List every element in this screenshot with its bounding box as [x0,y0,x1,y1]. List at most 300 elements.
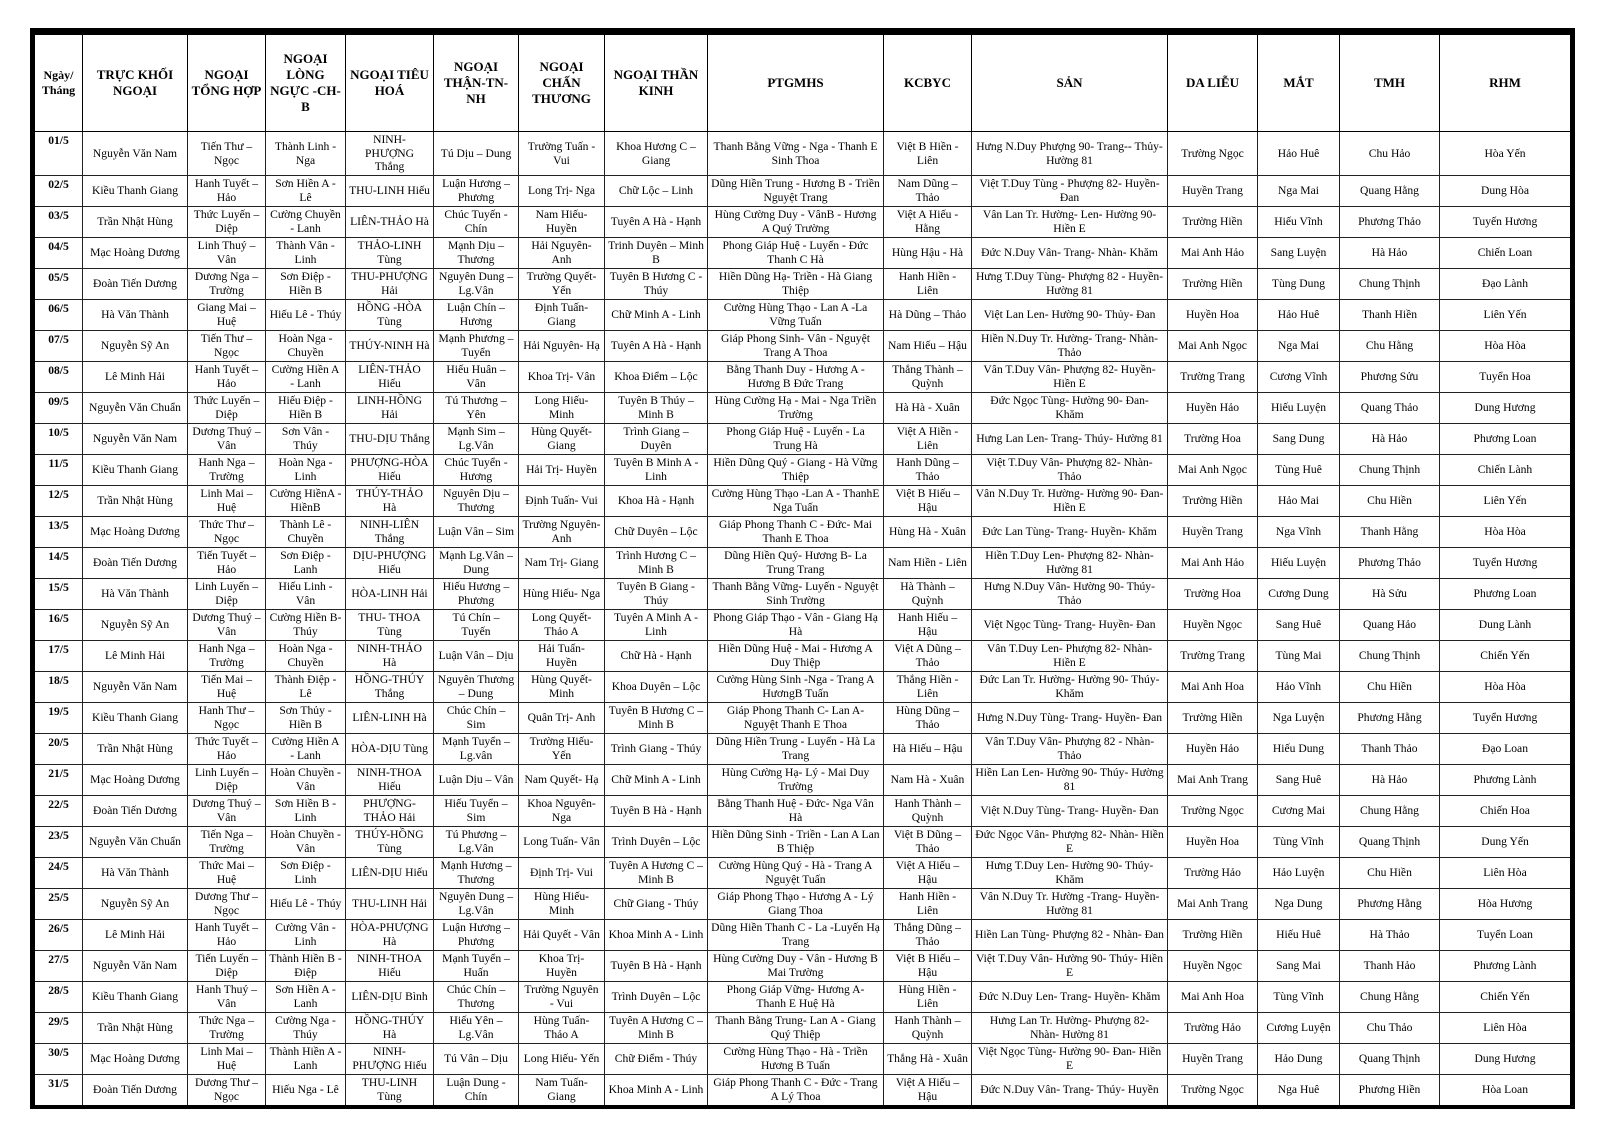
table-cell: Hanh Thành – Quỳnh [884,796,972,827]
table-row [33,1075,1573,1108]
table-cell: Nam Quyết- Hạ [519,765,605,796]
table-cell: Huyền Hoa [1168,300,1258,331]
table-cell: Chữ Duyên – Lộc [605,517,708,548]
table-cell: Khoa Minh A - Linh [605,1075,708,1108]
table-cell: Thức Luyến – Diệp [188,207,266,238]
date-cell: 04/5 [33,238,83,269]
table-cell: Kiều Thanh Giang [83,703,188,734]
table-cell: Tiến Thư – Ngọc [188,132,266,176]
table-cell: Hiền N.Duy Tr. Hường- Trang- Nhàn- Thảo [972,331,1168,362]
date-cell: 15/5 [33,579,83,610]
table-cell: Sơn Thủy - Hiền B [266,703,346,734]
table-cell: Hảo Vĩnh [1258,672,1340,703]
table-row [33,331,1573,362]
date-cell: 03/5 [33,207,83,238]
table-cell: Tú Thương – Yên [434,393,519,424]
table-cell: Mai Anh Hảo [1168,548,1258,579]
table-cell: Nguyễn Văn Nam [83,951,188,982]
table-cell: Cường Hiền A - Lanh [266,362,346,393]
table-row [33,393,1573,424]
table-cell: Hà Hảo [1340,424,1440,455]
table-cell: Mạc Hoàng Dương [83,1044,188,1075]
table-cell: Tiến Thư – Ngọc [188,331,266,362]
table-cell: Trường Nguyên - Vui [519,982,605,1013]
table-cell: Tùng Dung [1258,269,1340,300]
table-cell: Tuyên B Hương C – Minh B [605,703,708,734]
table-row [33,362,1573,393]
column-header: PTGMHS [708,32,884,132]
table-cell: Hà Thảo [1340,920,1440,951]
table-cell: Quang Thảo [1340,393,1440,424]
table-cell: Hiền T.Duy Len- Phượng 82- Nhàn- Hường 81 [972,548,1168,579]
table-cell: Nam Trị- Giang [519,548,605,579]
date-cell: 22/5 [33,796,83,827]
table-cell: Long Quyết- Thảo A [519,610,605,641]
table-cell: Thắng Dũng – Thảo [884,920,972,951]
table-cell: Hiếu Điệp - Hiền B [266,393,346,424]
table-cell: Thành Linh - Nga [266,132,346,176]
table-cell: Hiếu Huân – Vân [434,362,519,393]
table-cell: Tiến Nga – Trường [188,827,266,858]
table-cell: Chữ Điểm - Thúy [605,1044,708,1075]
column-header: Ngày/ Tháng [33,32,83,132]
table-cell: Liên Yến [1440,486,1573,517]
table-row [33,796,1573,827]
table-cell: Hải Quyết - Vân [519,920,605,951]
date-cell: 09/5 [33,393,83,424]
table-cell: Long Tuấn- Vân [519,827,605,858]
table-cell: Hùng Cường Hạ- Lý - Mai Duy Trường [708,765,884,796]
table-cell: Khoa Duyên – Lộc [605,672,708,703]
table-cell: Trường Nguyên- Anh [519,517,605,548]
table-cell: Trường Hoa [1168,424,1258,455]
table-cell: Sang Huê [1258,610,1340,641]
table-cell: Vân N.Duy Tr. Hường- Hường 90- Đan- Hiền E [972,486,1168,517]
table-cell: Trường Trang [1168,641,1258,672]
table-cell: NINH-PHƯỢNG Hiếu [346,1044,434,1075]
table-cell: Nguyên Thương – Dung [434,672,519,703]
table-row [33,920,1573,951]
table-cell: Thành Hiền B - Điệp [266,951,346,982]
table-cell: THÚY-HỒNG Tùng [346,827,434,858]
table-cell: Nga Mai [1258,176,1340,207]
table-cell: Trường Hiền [1168,703,1258,734]
table-cell: Tuyên B Hà - Hạnh [605,951,708,982]
table-cell: Chữ Minh A - Linh [605,300,708,331]
table-cell: Chiến Yến [1440,982,1573,1013]
table-row [33,207,1573,238]
date-cell: 20/5 [33,734,83,765]
table-cell: Hòa Hòa [1440,672,1573,703]
table-cell: PHƯỢNG- THẢO Hải [346,796,434,827]
table-cell: Hiếu Dung [1258,734,1340,765]
table-cell: Việt B Hiếu – Hậu [884,951,972,982]
table-cell: Cường Hiền A - Lanh [266,734,346,765]
table-cell: HÒA-LINH Hải [346,579,434,610]
table-cell: Hải Nguyên- Hạ [519,331,605,362]
table-cell: Hưng Lan Tr. Hường- Phượng 82- Nhàn- Hường 81 [972,1013,1168,1044]
table-cell: Mạnh Sim – Lg.Vân [434,424,519,455]
table-cell: Dũng Hiền Trung - Luyến - Hà La Trang [708,734,884,765]
table-cell: Cường Nga - Thúy [266,1013,346,1044]
table-row [33,827,1573,858]
table-cell: Mạnh Tuyển – Lg.vân [434,734,519,765]
table-cell: Luận Dịu – Vân [434,765,519,796]
table-cell: Phong Giáp Huệ - Luyến - La Trung Hà [708,424,884,455]
table-cell: Hanh Hiền - Liên [884,889,972,920]
column-header: TRỰC KHỐI NGOẠI [83,32,188,132]
table-cell: Khoa Nguyên- Nga [519,796,605,827]
table-cell: Đoàn Tiến Dương [83,548,188,579]
table-cell: Hải Tuấn- Huyền [519,641,605,672]
table-cell: Huyền Hảo [1168,393,1258,424]
table-cell: Đoàn Tiến Dương [83,796,188,827]
table-cell: Việt B Hiếu – Hậu [884,486,972,517]
table-cell: Dung Hương [1440,1044,1573,1075]
table-cell: Bằng Thanh Huệ - Đức- Nga Vân Hà [708,796,884,827]
table-cell: Hùng Cường Duy - Vân - Hương B Mai Trường [708,951,884,982]
table-cell: Cường Hùng Sinh -Nga - Trang A HươngB Tuấn [708,672,884,703]
table-cell: Hưng N.Duy Tùng- Trang- Huyền- Đan [972,703,1168,734]
table-cell: THU-LINH Hiếu [346,176,434,207]
table-cell: Nguyễn Văn Chuẩn [83,393,188,424]
table-cell: Trường Hiền [1168,269,1258,300]
date-cell: 13/5 [33,517,83,548]
table-cell: Sơn Hiền B - Linh [266,796,346,827]
table-cell: Tuyên A Hà - Hạnh [605,331,708,362]
table-cell: Sang Dung [1258,424,1340,455]
table-cell: Vân N.Duy Tr. Hường -Trang- Huyền- Hường 81 [972,889,1168,920]
table-cell: Dũng Hiền Quý- Hương B- La Trung Trang [708,548,884,579]
table-row [33,455,1573,486]
table-cell: Lê Minh Hải [83,920,188,951]
table-row [33,176,1573,207]
table-cell: Chu Thảo [1340,1013,1440,1044]
table-cell: NINH-THẢO Hà [346,641,434,672]
table-cell: Chiến Lành [1440,455,1573,486]
table-cell: LIÊN-LINH Hà [346,703,434,734]
table-cell: Việt B Dũng – Thảo [884,827,972,858]
table-cell: Cương Luyện [1258,1013,1340,1044]
table-cell: Trường Tuấn - Vui [519,132,605,176]
table-cell: Dương Thư – Ngọc [188,889,266,920]
table-cell: Hà Dũng – Thảo [884,300,972,331]
table-cell: HỒNG-THÚY Hà [346,1013,434,1044]
table-cell: Hùng Hiếu- Minh [519,889,605,920]
table-cell: Chung Hằng [1340,982,1440,1013]
table-cell: Vân T.Duy Vân- Phượng 82 - Nhàn- Thảo [972,734,1168,765]
table-cell: Hà Văn Thành [83,300,188,331]
table-cell: Huyền Trang [1168,517,1258,548]
table-cell: Hanh Nga – Trường [188,641,266,672]
date-cell: 24/5 [33,858,83,889]
table-cell: Sang Huê [1258,765,1340,796]
table-cell: Hùng Cường Hạ - Mai - Nga Triền Trường [708,393,884,424]
table-cell: Cường Hùng Thạo - Hà - Triền Hương B Tuấn [708,1044,884,1075]
table-cell: Sơn Điệp - Linh [266,858,346,889]
table-cell: Hiền Dũng Quý - Giang - Hà Vững Thiệp [708,455,884,486]
table-cell: Hoàn Nga - Chuyền [266,641,346,672]
table-cell: Cường Chuyền - Lanh [266,207,346,238]
table-cell: Trường Hiền [1168,920,1258,951]
table-cell: LIÊN-DỊU Bình [346,982,434,1013]
table-cell: THU-LINH Hải [346,889,434,920]
table-cell: Việt Lan Len- Hường 90- Thủy- Đan [972,300,1168,331]
table-cell: Vân T.Duy Len- Phượng 82- Nhàn- Hiền E [972,641,1168,672]
table-cell: Thắng Hiền - Liên [884,672,972,703]
date-cell: 06/5 [33,300,83,331]
table-cell: Dương Nga – Trường [188,269,266,300]
table-cell: Dung Yến [1440,827,1573,858]
table-cell: Hiền Dũng Hạ- Triền - Hà Giang Thiệp [708,269,884,300]
date-cell: 19/5 [33,703,83,734]
table-cell: Hiền Dũng Huệ - Mai - Hương A Duy Thiệp [708,641,884,672]
table-cell: Chung Thịnh [1340,269,1440,300]
table-cell: Tú Chín – Tuyến [434,610,519,641]
table-cell: Chung Hằng [1340,796,1440,827]
table-cell: LIÊN-THẢO Hà [346,207,434,238]
table-cell: Luận Chín – Hương [434,300,519,331]
table-cell: Hà Văn Thành [83,858,188,889]
table-cell: Nguyễn Sỹ An [83,610,188,641]
table-cell: Chu Hiền [1340,486,1440,517]
table-row [33,703,1573,734]
table-cell: Chúc Chín – Thương [434,982,519,1013]
table-cell: Thành Lê - Chuyền [266,517,346,548]
table-cell: Thanh Thảo [1340,734,1440,765]
table-cell: Trường Hoa [1168,579,1258,610]
table-cell: Thanh Hằng [1340,517,1440,548]
date-cell: 02/5 [33,176,83,207]
table-cell: Đoàn Tiến Dương [83,1075,188,1108]
table-cell: HỒNG -HÒA Tùng [346,300,434,331]
table-cell: Sơn Điệp - Hiền B [266,269,346,300]
table-cell: Phương Lành [1440,951,1573,982]
table-cell: Mai Anh Trang [1168,765,1258,796]
table-cell: Thức Tuyết – Hảo [188,734,266,765]
table-cell: Thức Nga – Trường [188,1013,266,1044]
table-cell: Dương Thuý – Vân [188,424,266,455]
table-cell: Hoàn Nga - Linh [266,455,346,486]
table-cell: Hải Trị- Huyền [519,455,605,486]
table-cell: Hòa Hương [1440,889,1573,920]
table-cell: Đức N.Duy Len- Trang- Huyền- Khăm [972,982,1168,1013]
table-cell: Trình Duyên – Lộc [605,982,708,1013]
table-cell: Hà Văn Thành [83,579,188,610]
table-cell: Hảo Huê [1258,132,1340,176]
table-cell: Đức Ngọc Vân- Phượng 82- Nhàn- Hiền E [972,827,1168,858]
table-cell: Hanh Thư – Ngọc [188,703,266,734]
table-cell: Nam Tuấn- Giang [519,1075,605,1108]
table-cell: Lê Minh Hải [83,362,188,393]
table-cell: Đức Lan Tùng- Trang- Huyền- Khăm [972,517,1168,548]
date-cell: 01/5 [33,132,83,176]
table-cell: Long Trị- Nga [519,176,605,207]
table-cell: Hùng Quyết- Giang [519,424,605,455]
table-cell: Hiếu Vĩnh [1258,207,1340,238]
table-cell: Hòa Hòa [1440,517,1573,548]
table-cell: Hà Hảo [1340,765,1440,796]
table-cell: Hùng Hiền - Liên [884,982,972,1013]
table-cell: Hoàn Chuyền - Vân [266,765,346,796]
table-cell: Hoàn Nga - Chuyền [266,331,346,362]
table-row [33,889,1573,920]
table-cell: Hiếu Linh - Vân [266,579,346,610]
table-cell: Trần Nhật Hùng [83,1013,188,1044]
table-cell: Hiếu Huê [1258,920,1340,951]
table-cell: Phương Hằng [1340,703,1440,734]
table-cell: Chúc Tuyển - Hương [434,455,519,486]
table-cell: Vân Lan Tr. Hường- Len- Hường 90- Hiền E [972,207,1168,238]
table-cell: Liên Hòa [1440,1013,1573,1044]
table-cell: Nguyễn Sỹ An [83,889,188,920]
table-cell: Tiến Luyến – Diệp [188,951,266,982]
table-cell: Liên Hòa [1440,858,1573,889]
table-cell: LINH-HỒNG Hải [346,393,434,424]
table-cell: Nguyễn Văn Nam [83,132,188,176]
table-cell: Hưng N.Duy Vân- Hường 90- Thúy- Thảo [972,579,1168,610]
table-cell: Cường Hùng Thạo -Lan A - ThanhE Nga Tuấn [708,486,884,517]
table-cell: Chu Hằng [1340,331,1440,362]
table-cell: Thức Mai – Huệ [188,858,266,889]
table-cell: Tú Dịu – Dung [434,132,519,176]
table-cell: Nga Dung [1258,889,1340,920]
table-body [33,132,1573,1108]
date-cell: 25/5 [33,889,83,920]
column-header: TMH [1340,32,1440,132]
table-cell: Trường Hiền [1168,207,1258,238]
table-cell: Nga Luyện [1258,703,1340,734]
table-cell: Hiếu Yên – Lg.Vân [434,1013,519,1044]
table-cell: Việt T.Duy Vân- Hường 90- Thúy- Hiền E [972,951,1168,982]
table-cell: Mạnh Lg.Vân – Dung [434,548,519,579]
table-cell: Cường Hùng Quý - Hà - Trang A Nguyệt Tuấn [708,858,884,889]
table-cell: Tuyên B Minh A - Linh [605,455,708,486]
table-cell: Trường Ngọc [1168,796,1258,827]
table-cell: Linh Luyến – Diệp [188,765,266,796]
table-cell: Cương Dung [1258,579,1340,610]
table-cell: Thắng Hà - Xuân [884,1044,972,1075]
table-cell: Mai Anh Trang [1168,889,1258,920]
table-cell: Nam Hiếu – Hậu [884,331,972,362]
table-cell: Nguyễn Sỹ An [83,331,188,362]
table-cell: Chung Thịnh [1340,455,1440,486]
table-cell: Trường Trang [1168,362,1258,393]
table-cell: Thanh Bằng Trung- Lan A - Giang Quý Thiệp [708,1013,884,1044]
table-cell: Chữ Lộc – Linh [605,176,708,207]
table-cell: Hùng Quyết- Minh [519,672,605,703]
table-row [33,238,1573,269]
table-cell: Hiền Lan Len- Hường 90- Thúy- Hường 81 [972,765,1168,796]
table-cell: Hoàn Chuyền - Vân [266,827,346,858]
table-cell: Thanh Hiền [1340,300,1440,331]
table-cell: Cường HiềnA - HiềnB [266,486,346,517]
table-cell: Trinh Duyên – Minh B [605,238,708,269]
table-cell: Khoa Trị- Huyền [519,951,605,982]
table-cell: Việt T.Duy Tùng - Phượng 82- Huyền- Đan [972,176,1168,207]
table-cell: Nga Mai [1258,331,1340,362]
table-cell: Sơn Hiền A - Lanh [266,982,346,1013]
table-cell: Đức Ngọc Tùng- Hường 90- Đan- Khăm [972,393,1168,424]
table-cell: Sang Mai [1258,951,1340,982]
table-cell: Quân Trị- Anh [519,703,605,734]
table-cell: Mai Anh Hoa [1168,982,1258,1013]
table-cell: Luận Vân – Dịu [434,641,519,672]
table-cell: Giáp Phong Thạo - Hương A - Lý Giang Thoa [708,889,884,920]
table-cell: Mạc Hoàng Dương [83,517,188,548]
table-cell: Luận Hương – Phương [434,176,519,207]
duty-roster-table [30,28,1575,1109]
table-cell: Luận Hương – Phương [434,920,519,951]
table-cell: Tùng Huê [1258,455,1340,486]
table-cell: Mạc Hoàng Dương [83,765,188,796]
table-cell: Chúc Chín – Sim [434,703,519,734]
table-cell: Hiếu Tuyển – Sim [434,796,519,827]
date-cell: 12/5 [33,486,83,517]
table-cell: Cường Hiền B- Thúy [266,610,346,641]
table-cell: Hiếu Nga - Lê [266,1075,346,1108]
column-header: RHM [1440,32,1573,132]
table-cell: NINH-LIÊN Thắng [346,517,434,548]
table-cell: Dương Thuý – Vân [188,610,266,641]
table-cell: Trần Nhật Hùng [83,734,188,765]
table-cell: Hanh Tuyết – Hảo [188,362,266,393]
table-row [33,858,1573,889]
table-cell: Chu Hiền [1340,858,1440,889]
date-cell: 27/5 [33,951,83,982]
table-cell: Việt A Hiền - Liên [884,424,972,455]
table-cell: Giáp Phong Sinh- Vân - Nguyệt Trang A Thoa [708,331,884,362]
column-header: NGOẠI LÒNG NGỰC -CH-B [266,32,346,132]
table-cell: Việt N.Duy Tùng- Trang- Huyền- Đan [972,796,1168,827]
table-cell: Đức N.Duy Vân- Trang- Thúy- Huyền [972,1075,1168,1108]
table-row [33,486,1573,517]
table-cell: Hưng Lan Len- Trang- Thúy- Hường 81 [972,424,1168,455]
table-cell: Trường Ngọc [1168,132,1258,176]
table-cell: Đoàn Tiến Dương [83,269,188,300]
table-cell: Thanh Bằng Vững - Nga - Thanh E Sinh Thoa [708,132,884,176]
table-row [33,269,1573,300]
table-cell: Hảo Dung [1258,1044,1340,1075]
table-cell: Phương Hiền [1340,1075,1440,1108]
table-cell: Trình Giang – Duyên [605,424,708,455]
table-cell: Chiến Loan [1440,238,1573,269]
column-header: NGOẠI CHẤN THƯƠNG [519,32,605,132]
table-cell: Hưng T.Duy Tùng- Phượng 82 - Huyền- Hường 81 [972,269,1168,300]
table-cell: Thức Luyến – Diệp [188,393,266,424]
table-cell: Trường Quyết- Yến [519,269,605,300]
table-cell: Tùng Vĩnh [1258,982,1340,1013]
table-cell: Vân T.Duy Vân- Phượng 82- Huyền- Hiền E [972,362,1168,393]
table-cell: Hà Hà - Xuân [884,393,972,424]
table-cell: Hùng Cường Duy - VânB - Hương A Quý Trường [708,207,884,238]
table-cell: Trường Hảo [1168,1013,1258,1044]
table-cell: Hòa Loan [1440,1075,1573,1108]
date-cell: 08/5 [33,362,83,393]
table-cell: Định Trị- Vui [519,858,605,889]
table-cell: Hiền Dũng Sinh - Triền - Lan A Lan B Thiệp [708,827,884,858]
table-cell: Chữ Giang - Thúy [605,889,708,920]
date-cell: 21/5 [33,765,83,796]
date-cell: 18/5 [33,672,83,703]
duty-roster-page [30,28,1575,1109]
date-cell: 26/5 [33,920,83,951]
table-cell: Huyền Ngọc [1168,610,1258,641]
table-cell: Thanh Bằng Vững- Luyến - Nguyệt Sinh Trường [708,579,884,610]
table-cell: Hiếu Lê - Thúy [266,889,346,920]
table-cell: Sang Luyện [1258,238,1340,269]
table-cell: Tuyển Hoa [1440,362,1573,393]
